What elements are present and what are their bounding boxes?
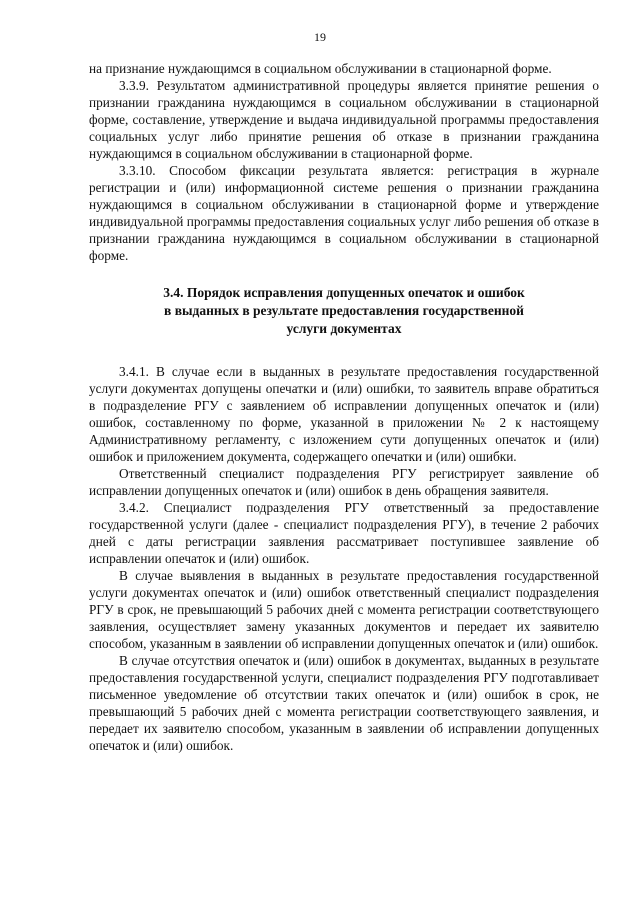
paragraph: В случае выявления в выданных в результате предоставления государственной услуги документах опечаток и (или) ошибок ответственный специалист подразделения РГУ в срок, не превышающий 5 рабочих дней с момента регистрации соответствующего заявления, осуществляет замену указанных документов и передает их заявителю способом, указанным в заявлении об исправлении допущенных опечаток и (или) ошибок. [89, 568, 599, 651]
section-heading-line: в выданных в результате предоставления государственной [164, 303, 524, 318]
paragraph: 3.3.9. Результатом административной процедуры является принятие решения о признании гражданина нуждающимся в социальном обслуживании в стационарной форме, составление, утверждение и выдача индивидуальной программы предоставления социальных услуг либо принятие решения об отказе в признании гражданина нуждающимся в социальном обслуживании в стационарной форме. [89, 78, 599, 161]
paragraph: В случае отсутствия опечаток и (или) ошибок в документах, выданных в результате предоставления государственной услуги, специалист подразделения РГУ подготавливает письменное уведомление об отсутствии таких опечаток и (или) ошибок в срок, не превышающий 5 рабочих дней с момента регистрации соответствующего заявления, и передает их заявителю способом, указанным в заявлении об исправлении допущенных опечаток и (или) ошибок. [89, 653, 599, 753]
section-heading [89, 284, 599, 338]
section-heading-line: 3.4. Порядок исправления допущенных опечаток и ошибок [163, 285, 525, 300]
document-body [89, 60, 599, 754]
section-heading-line: услуги документах [286, 321, 402, 336]
paragraph: Ответственный специалист подразделения РГУ регистрирует заявление об исправлении допущенных опечаток и (или) ошибок в день обращения заявителя. [89, 466, 599, 498]
paragraph: 3.4.1. В случае если в выданных в результате предоставления государственной услуги документах допущены опечатки и (или) ошибки, то заявитель вправе обратиться в подразделение РГУ с заявлением об исправлении допущенных опечаток и (или) ошибок, составленному по форме, указанной в приложении № 2 к настоящему Административному регламенту, с изложением сути допущенных опечаток и (или) ошибок и приложением документа, содержащего опечатки и (или) ошибки. [89, 364, 599, 464]
paragraph: 3.4.2. Специалист подразделения РГУ ответственный за предоставление государственной услуги (далее - специалист подразделения РГУ), в течение 2 рабочих дней с даты регистрации заявления рассматривает поступившее заявление об исправлении опечаток и (или) ошибок. [89, 500, 599, 566]
paragraph: 3.3.10. Способом фиксации результата является: регистрация в журнале регистрации и (или) информационной системе решения о признании гражданина нуждающимся в социальном обслуживании в стационарной форме и утверждение индивидуальной программы предоставления социальных услуг либо решения об отказе в признании гражданина нуждающимся в социальном обслуживании в стационарной форме. [89, 163, 599, 263]
page-number: 19 [314, 30, 326, 44]
paragraph: на признание нуждающимся в социальном обслуживании в стационарной форме. [89, 61, 552, 76]
